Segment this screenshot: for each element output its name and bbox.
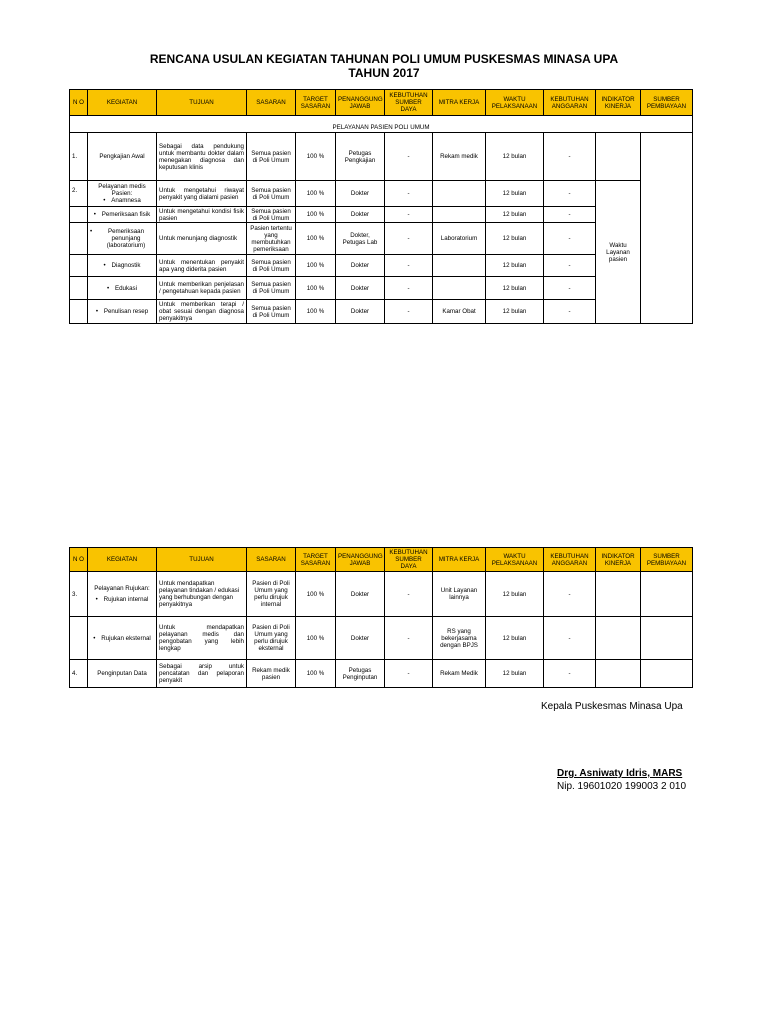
cell-kegiatan — [88, 207, 157, 223]
kegiatan-bullet: Pemeriksaan fisik — [101, 211, 151, 218]
header-kegiatan: KEGIATAN — [88, 90, 157, 116]
cell-kegiatan — [88, 181, 157, 207]
cell-tujuan: Untuk mengetahui kondisi fisik pasien — [157, 207, 247, 223]
section-row — [70, 124, 693, 133]
cell-target: 100 % — [296, 660, 336, 688]
kegiatan-bullet: Edukasi — [114, 284, 137, 292]
cell-pj: Dokter — [336, 181, 385, 207]
bullet-icon: • — [106, 284, 110, 292]
signature-role: Kepala Puskesmas Minasa Upa — [541, 701, 683, 712]
cell-sd: - — [385, 223, 433, 255]
kegiatan-bullet: Diagnostik — [111, 262, 141, 269]
cell-sd: - — [385, 572, 433, 617]
cell-indikator — [596, 617, 641, 660]
cell-sasaran: Pasien di Poli Umum yang perlu dirujuk eksternal — [247, 617, 296, 660]
cell-anggaran: - — [544, 572, 596, 617]
cell-sasaran: Rekam medik pasien — [247, 660, 296, 688]
cell-sd: - — [385, 660, 433, 688]
table-row — [70, 133, 693, 181]
cell-sd: - — [385, 277, 433, 300]
cell-indikator — [596, 572, 641, 617]
header-indikator: INDIKATOR KINERJA — [596, 90, 641, 116]
header-tujuan: TUJUAN — [157, 548, 247, 572]
cell-target: 100 % — [296, 133, 336, 181]
cell-kegiatan: Penginputan Data — [88, 660, 157, 688]
cell-anggaran: - — [544, 277, 596, 300]
cell-waktu: 12 bulan — [486, 572, 544, 617]
cell-tujuan: Sebagai data pendukung untuk membantu dokter dalam menegakan diagnosa dan keputusan klinis — [157, 133, 247, 181]
cell-mitra: Kamar Obat — [433, 300, 486, 324]
cell-sasaran: Semua pasien di Poli Umum — [247, 255, 296, 277]
cell-indikator-merged: Waktu Layanan pasien — [596, 181, 641, 324]
cell-kegiatan — [88, 223, 157, 255]
cell-anggaran: - — [544, 181, 596, 207]
header-mitra-kerja: MITRA KERJA — [433, 90, 486, 116]
cell-mitra: Unit Layanan lainnya — [433, 572, 486, 617]
cell-tujuan: Untuk mengetahui riwayat penyakit yang dialami pasien — [157, 181, 247, 207]
header-sasaran: SASARAN — [247, 548, 296, 572]
cell-mitra — [433, 277, 486, 300]
cell-no — [70, 300, 88, 324]
cell-pembiayaan — [641, 617, 693, 660]
cell-target: 100 % — [296, 223, 336, 255]
cell-tujuan: Untuk mendapatkan pelayanan tindakan / edukasi yang berhubungan dengan penyakitnya — [157, 572, 247, 617]
cell-waktu: 12 bulan — [486, 660, 544, 688]
cell-anggaran: - — [544, 223, 596, 255]
cell-no: 1. — [70, 133, 88, 181]
header-pembiayaan: SUMBER PEMBIAYAAN — [641, 548, 693, 572]
table-header-row — [70, 90, 693, 116]
header-waktu: WAKTU PELAKSANAAN — [486, 90, 544, 116]
header-penanggung-jawab: PENANGGUNG JAWAB — [336, 548, 385, 572]
cell-waktu: 12 bulan — [486, 617, 544, 660]
kegiatan-bullet: Rujukan internal — [103, 596, 149, 603]
cell-pj: Dokter — [336, 617, 385, 660]
header-no: N O — [70, 90, 88, 116]
table-row — [70, 181, 693, 207]
cell-anggaran: - — [544, 617, 596, 660]
cell-kegiatan — [88, 300, 157, 324]
cell-waktu: 12 bulan — [486, 277, 544, 300]
cell-kegiatan: Pengkajian Awal — [88, 133, 157, 181]
cell-anggaran: - — [544, 300, 596, 324]
document-year: TAHUN 2017 — [348, 66, 420, 80]
cell-pj: Petugas Pengkajian — [336, 133, 385, 181]
kegiatan-bullet: Pemeriksaan penunjang (laboratorium) — [106, 228, 146, 249]
cell-pj: Dokter — [336, 572, 385, 617]
header-pembiayaan: SUMBER PEMBIAYAAN — [641, 90, 693, 116]
cell-indikator — [596, 133, 641, 181]
header-kegiatan: KEGIATAN — [88, 548, 157, 572]
signature-name: Drg. Asniwaty Idris, MARS — [557, 768, 683, 779]
kegiatan-bullet: Anamnesa — [111, 197, 141, 204]
cell-waktu: 12 bulan — [486, 181, 544, 207]
cell-no — [70, 277, 88, 300]
kegiatan-bullet: Penulisan resep — [103, 308, 149, 315]
bullet-icon: • — [95, 308, 98, 315]
cell-waktu: 12 bulan — [486, 133, 544, 181]
bullet-icon: • — [93, 634, 96, 642]
cell-pembiayaan — [641, 660, 693, 688]
cell-pj: Dokter — [336, 255, 385, 277]
bullet-icon: • — [95, 596, 98, 603]
header-tujuan: TUJUAN — [157, 90, 247, 116]
cell-indikator — [596, 660, 641, 688]
document-title: RENCANA USULAN KEGIATAN TAHUNAN POLI UMUM PUSKESMAS MINASA UPA — [149, 52, 619, 66]
header-waktu: WAKTU PELAKSANAAN — [486, 548, 544, 572]
cell-sd: - — [385, 133, 433, 181]
section-label: PELAYANAN PASIEN POLI UMUM — [70, 124, 693, 133]
table-row — [70, 572, 693, 617]
cell-no: 4. — [70, 660, 88, 688]
cell-sd: - — [385, 300, 433, 324]
cell-no: 2. — [70, 181, 88, 207]
cell-mitra — [433, 207, 486, 223]
cell-anggaran: - — [544, 207, 596, 223]
cell-waktu: 12 bulan — [486, 223, 544, 255]
cell-sd: - — [385, 181, 433, 207]
activity-table-2 — [69, 547, 693, 688]
cell-pembiayaan — [641, 572, 693, 617]
header-mitra-kerja: MITRA KERJA — [433, 548, 486, 572]
header-no: N O — [70, 548, 88, 572]
cell-mitra — [433, 181, 486, 207]
cell-no — [70, 617, 88, 660]
cell-mitra: Rekam Medik — [433, 660, 486, 688]
cell-sasaran: Semua pasien di Poli Umum — [247, 181, 296, 207]
cell-pj: Petugas Penginputan — [336, 660, 385, 688]
cell-anggaran: - — [544, 133, 596, 181]
cell-sd: - — [385, 617, 433, 660]
cell-tujuan: Untuk memberikan penjelasan / pengetahuan kepada pasien — [157, 277, 247, 300]
bullet-icon: • — [103, 262, 106, 269]
activity-table-1 — [69, 89, 693, 324]
cell-mitra: RS yang bekerjasama dengan BPJS — [433, 617, 486, 660]
cell-target: 100 % — [296, 255, 336, 277]
cell-tujuan: Sebagai arsip untuk pencatatan dan pelaporan penyakit — [157, 660, 247, 688]
cell-tujuan: Untuk mendapatkan pelayanan medis dan pengobatan yang lebih lengkap — [157, 617, 247, 660]
cell-kegiatan — [88, 255, 157, 277]
cell-anggaran: - — [544, 255, 596, 277]
cell-sasaran: Semua pasien di Poli Umum — [247, 207, 296, 223]
header-sasaran: SASARAN — [247, 90, 296, 116]
cell-sasaran: Pasien tertentu yang membutuhkan pemeriksaan — [247, 223, 296, 255]
cell-sasaran: Pasien di Poli Umum yang perlu dirujuk internal — [247, 572, 296, 617]
cell-target: 100 % — [296, 207, 336, 223]
cell-no — [70, 223, 88, 255]
header-sumber-daya: KEBUTUHAN SUMBER DAYA — [385, 90, 433, 116]
kegiatan-heading: Pelayanan medis Pasien: — [98, 183, 146, 197]
bullet-icon: • — [90, 228, 93, 235]
cell-waktu: 12 bulan — [486, 255, 544, 277]
cell-pj: Dokter — [336, 277, 385, 300]
header-target: TARGET SASARAN — [296, 90, 336, 116]
cell-no: 3. — [70, 572, 88, 617]
cell-kegiatan — [88, 572, 157, 617]
cell-target: 100 % — [296, 300, 336, 324]
header-indikator: INDIKATOR KINERJA — [596, 548, 641, 572]
cell-kegiatan — [88, 617, 157, 660]
header-anggaran: KEBUTUHAN ANGGARAN — [544, 548, 596, 572]
cell-pembiayaan — [641, 133, 693, 324]
cell-mitra: Laboratorium — [433, 223, 486, 255]
cell-tujuan: Untuk menentukan penyakit apa yang diderita pasien — [157, 255, 247, 277]
table-header-row — [70, 548, 693, 572]
cell-waktu: 12 bulan — [486, 300, 544, 324]
header-target: TARGET SASARAN — [296, 548, 336, 572]
cell-sd: - — [385, 255, 433, 277]
kegiatan-bullet: Rujukan eksternal — [101, 634, 151, 642]
cell-tujuan: Untuk menunjang diagnostik — [157, 223, 247, 255]
cell-waktu: 12 bulan — [486, 207, 544, 223]
cell-target: 100 % — [296, 277, 336, 300]
kegiatan-heading: Pelayanan Rujukan: — [94, 585, 150, 592]
cell-sasaran: Semua pasien di Poli Umum — [247, 300, 296, 324]
bullet-icon: • — [93, 211, 96, 218]
cell-sd: - — [385, 207, 433, 223]
cell-target: 100 % — [296, 617, 336, 660]
table-row — [70, 617, 693, 660]
cell-mitra: Rekam medik — [433, 133, 486, 181]
header-penanggung-jawab: PENANGGUNG JAWAB — [336, 90, 385, 116]
cell-tujuan: Untuk memberikan terapi / obat sesuai dengan diagnosa penyakitnya — [157, 300, 247, 324]
header-anggaran: KEBUTUHAN ANGGARAN — [544, 90, 596, 116]
table-row — [70, 660, 693, 688]
cell-pj: Dokter — [336, 207, 385, 223]
header-sumber-daya: KEBUTUHAN SUMBER DAYA — [385, 548, 433, 572]
cell-pj: Dokter, Petugas Lab — [336, 223, 385, 255]
cell-pj: Dokter — [336, 300, 385, 324]
cell-sasaran: Semua pasien di Poli Umum — [247, 277, 296, 300]
spacer-row — [70, 116, 693, 124]
cell-mitra — [433, 255, 486, 277]
cell-target: 100 % — [296, 572, 336, 617]
signature-nip: Nip. 19601020 199003 2 010 — [557, 781, 687, 792]
cell-no — [70, 207, 88, 223]
cell-no — [70, 255, 88, 277]
cell-sasaran: Semua pasien di Poli Umum — [247, 133, 296, 181]
cell-kegiatan — [88, 277, 157, 300]
cell-anggaran: - — [544, 660, 596, 688]
bullet-icon: • — [103, 197, 106, 204]
cell-target: 100 % — [296, 181, 336, 207]
